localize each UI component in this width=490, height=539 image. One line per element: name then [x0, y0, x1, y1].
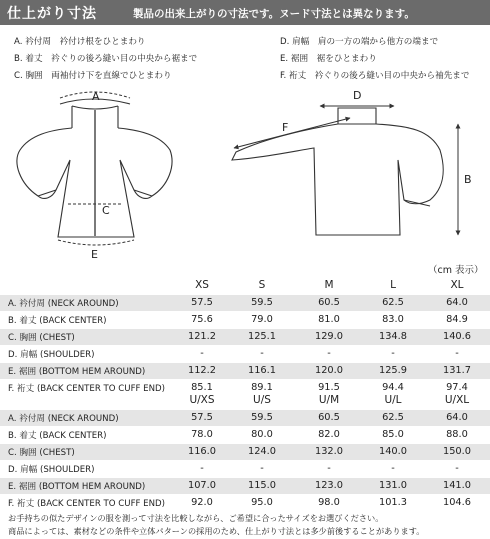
- definition-b: B. 着丈 衿ぐりの後ろ縫い目の中央から裾まで: [14, 53, 198, 64]
- cell-value: 85.0: [382, 429, 404, 440]
- cell-value: 134.8: [378, 331, 408, 342]
- table-row: [0, 410, 490, 426]
- dimension-e: [58, 240, 134, 245]
- cell-value: 116.1: [247, 365, 277, 376]
- cell-value: 140.6: [442, 331, 472, 342]
- table-row: [0, 363, 490, 379]
- definition-f: F. 裄丈 衿ぐりの後ろ縫い目の中央から袖先まで: [280, 70, 470, 81]
- cell-value: 120.0: [314, 365, 344, 376]
- row-label: E. 裾囲 (BOTTOM HEM AROUND): [8, 482, 146, 492]
- cell-value: 84.9: [446, 314, 468, 325]
- size-col-header: S: [258, 279, 266, 291]
- unit-label: （cm 表示）: [428, 265, 484, 276]
- cell-value: 124.0: [247, 446, 277, 457]
- row-label: F. 裄丈 (BACK CENTER TO CUFF END): [8, 499, 166, 509]
- diagram-label-b: B: [464, 173, 472, 186]
- cell-value: 60.5: [318, 297, 340, 308]
- cell-value: 112.2: [187, 365, 217, 376]
- cell-value: 141.0: [442, 480, 472, 491]
- footnote-2: 商品によっては、素材などの条件や立体パターンの採用のため、仕上がり寸法とは多少前後することがあります。: [8, 526, 425, 536]
- cell-value: 89.1: [251, 382, 273, 393]
- cell-value: 57.5: [191, 412, 213, 423]
- size-col-header: M: [324, 279, 334, 291]
- cell-value: 129.0: [314, 331, 344, 342]
- diagram-label-f: F: [282, 121, 289, 134]
- cell-value: -: [260, 463, 264, 474]
- cell-value: 121.2: [187, 331, 217, 342]
- size-col-header: XL: [450, 279, 464, 291]
- cell-value: 80.0: [251, 429, 273, 440]
- cell-value: 104.6: [442, 497, 472, 508]
- cell-value: 140.0: [378, 446, 408, 457]
- table-row: [0, 295, 490, 311]
- cell-value: 81.0: [318, 314, 340, 325]
- table-row: [0, 427, 490, 443]
- cell-value: -: [391, 348, 395, 359]
- size-col-header: U/XS: [189, 394, 215, 406]
- cell-value: 95.0: [251, 497, 273, 508]
- cell-value: 125.9: [378, 365, 408, 376]
- cell-value: -: [327, 463, 331, 474]
- cell-value: 98.0: [318, 497, 340, 508]
- cell-value: -: [455, 348, 459, 359]
- cell-value: 64.0: [446, 297, 468, 308]
- cell-value: 57.5: [191, 297, 213, 308]
- cell-value: 88.0: [446, 429, 468, 440]
- cell-value: 97.4: [446, 382, 468, 393]
- table-row: [0, 346, 490, 362]
- cell-value: -: [327, 348, 331, 359]
- dimension-f: [234, 118, 350, 148]
- cell-value: 107.0: [187, 480, 217, 491]
- cell-value: 116.0: [187, 446, 217, 457]
- cell-value: 101.3: [378, 497, 408, 508]
- row-label: D. 肩幅 (SHOULDER): [8, 465, 95, 475]
- cell-value: 131.7: [442, 365, 472, 376]
- cell-value: 85.1: [191, 382, 213, 393]
- header-bar: [0, 0, 490, 25]
- cell-value: -: [200, 463, 204, 474]
- diagram-label-a: A: [92, 90, 100, 103]
- row-label: C. 胸囲 (CHEST): [8, 333, 75, 343]
- front-jacket-outline: [17, 99, 172, 237]
- row-label: F. 裄丈 (BACK CENTER TO CUFF END): [8, 384, 166, 394]
- row-label: B. 着丈 (BACK CENTER): [8, 316, 107, 326]
- cell-value: 83.0: [382, 314, 404, 325]
- row-label: B. 着丈 (BACK CENTER): [8, 431, 107, 441]
- diagram-label-d: D: [353, 89, 362, 102]
- cell-value: 115.0: [247, 480, 277, 491]
- cell-value: 125.1: [247, 331, 277, 342]
- diagram-label-c: C: [102, 204, 110, 217]
- size-col-header: U/S: [253, 394, 271, 406]
- table-row: [0, 461, 490, 477]
- page-subtitle: 製品の出来上がりの寸法です。ヌード寸法とは異なります。: [133, 8, 415, 20]
- size-col-header: U/M: [318, 394, 340, 406]
- cell-value: 131.0: [378, 480, 408, 491]
- page-title: 仕上がり寸法: [7, 6, 97, 22]
- row-label: C. 胸囲 (CHEST): [8, 448, 75, 458]
- cell-value: -: [200, 348, 204, 359]
- cell-value: 62.5: [382, 412, 404, 423]
- table-row: [0, 478, 490, 494]
- cell-value: 75.6: [191, 314, 213, 325]
- size-col-header: XS: [195, 279, 209, 291]
- size-header-row: [0, 393, 490, 409]
- diagram-label-e: E: [91, 248, 98, 260]
- definition-a: A. 衿付周 衿付け根をひとまわり: [14, 37, 146, 47]
- cell-value: 82.0: [318, 429, 340, 440]
- definition-e: E. 裾囲 裾をひとまわり: [280, 53, 377, 64]
- table-row: [0, 444, 490, 460]
- size-col-header: L: [390, 279, 396, 291]
- cell-value: 123.0: [314, 480, 344, 491]
- cell-value: 62.5: [382, 297, 404, 308]
- row-label: E. 裾囲 (BOTTOM HEM AROUND): [8, 367, 146, 377]
- garment-diagram: [0, 78, 490, 260]
- definition-d: D. 肩幅 肩の一方の端から他方の端まで: [280, 37, 439, 47]
- size-col-header: U/L: [384, 394, 402, 406]
- cell-value: 78.0: [191, 429, 213, 440]
- row-label: A. 衿付周 (NECK AROUND): [8, 299, 119, 309]
- size-header-row: [0, 278, 490, 294]
- footnote-1: お手持ちの似たデザインの服を測って寸法を比較しながら、ご希望に合ったサイズをお選びください。: [8, 513, 384, 523]
- cell-value: 64.0: [446, 412, 468, 423]
- definitions-left: [14, 34, 197, 84]
- cell-value: -: [455, 463, 459, 474]
- cell-value: 91.5: [318, 382, 340, 393]
- row-label: D. 肩幅 (SHOULDER): [8, 350, 95, 360]
- cell-value: 60.5: [318, 412, 340, 423]
- table-row: [0, 312, 490, 328]
- cell-value: 94.4: [382, 382, 404, 393]
- definition-c: C. 胸囲 両袖付け下を直線でひとまわり: [14, 70, 172, 81]
- cell-value: 92.0: [191, 497, 213, 508]
- back-jacket-outline: [232, 108, 443, 235]
- definitions-right: [280, 34, 470, 84]
- cell-value: 59.5: [251, 297, 273, 308]
- table-row: [0, 329, 490, 345]
- size-col-header: U/XL: [444, 394, 470, 406]
- cell-value: 79.0: [251, 314, 273, 325]
- cell-value: 59.5: [251, 412, 273, 423]
- table-row: [0, 495, 490, 511]
- cell-value: -: [260, 348, 264, 359]
- cell-value: 132.0: [314, 446, 344, 457]
- row-label: A. 衿付周 (NECK AROUND): [8, 414, 119, 424]
- cell-value: 150.0: [442, 446, 472, 457]
- cell-value: -: [391, 463, 395, 474]
